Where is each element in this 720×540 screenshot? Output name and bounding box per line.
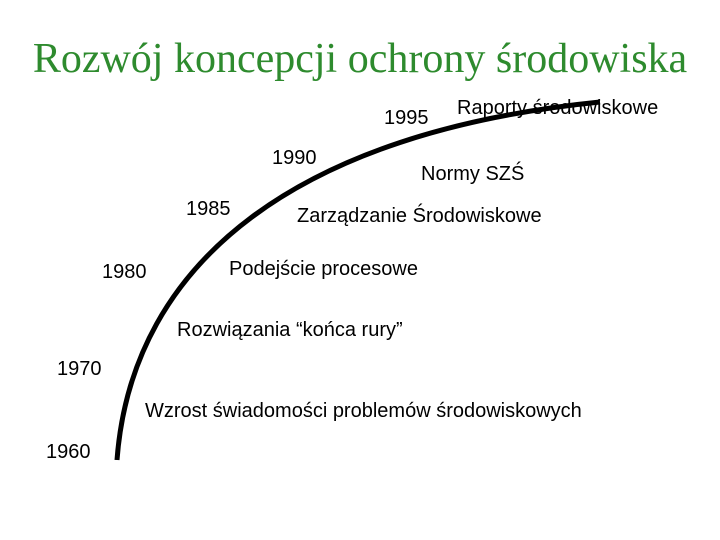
slide-title: Rozwój koncepcji ochrony środowiska xyxy=(32,36,688,82)
stage-end-of-pipe-label: Rozwiązania “końca rury” xyxy=(177,319,403,341)
stage-awareness-label: Wzrost świadomości problemów środowiskowych xyxy=(145,400,582,422)
stage-process-label: Podejście procesowe xyxy=(229,258,418,280)
year-1980-label: 1980 xyxy=(102,261,147,283)
year-1990-label: 1990 xyxy=(272,147,317,169)
stage-reports-label: Raporty środowiskowe xyxy=(457,97,659,119)
stage-management-label: Zarządzanie Środowiskowe xyxy=(297,205,542,227)
year-1960-label: 1960 xyxy=(46,441,91,463)
stage-standards-label: Normy SZŚ xyxy=(421,163,525,185)
year-1995-label: 1995 xyxy=(384,107,429,129)
year-1985-label: 1985 xyxy=(186,198,231,220)
year-1970-label: 1970 xyxy=(57,358,102,380)
